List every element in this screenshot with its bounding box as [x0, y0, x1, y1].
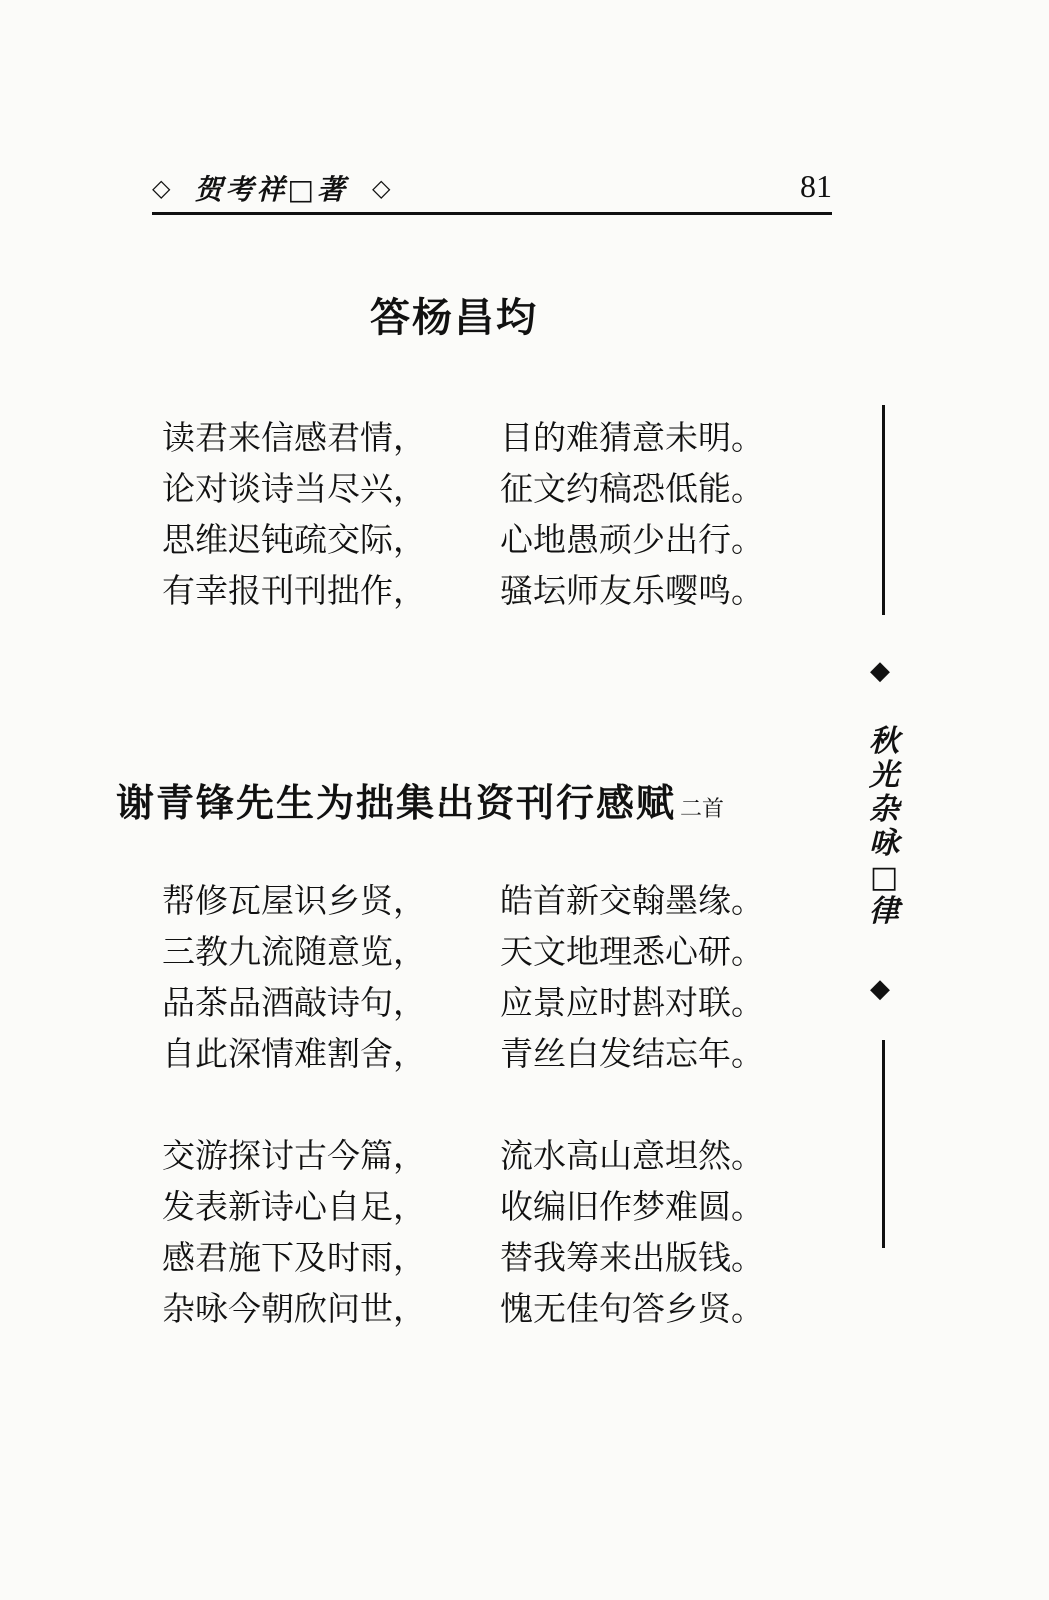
- poem-title-2-subtitle: 二首: [680, 797, 725, 822]
- verse-left: 自此深情难割舍，: [162, 1034, 426, 1073]
- verse-left: 思维迟钝疏交际，: [162, 520, 426, 559]
- verse-left: 交游探讨古今篇，: [162, 1136, 426, 1175]
- poem-title-2-main: 谢青锋先生为拙集出资刊行感赋: [116, 781, 677, 825]
- side-title-char: 律: [869, 894, 899, 929]
- side-diamond-bottom: ◆: [870, 974, 890, 1004]
- verse-left: 杂咏今朝欣问世，: [162, 1289, 426, 1328]
- verse-right: 征文约稿恐低能。: [500, 469, 764, 508]
- poem-title-2: [116, 772, 724, 827]
- verse-left: 论对谈诗当尽兴，: [162, 469, 426, 508]
- side-title-char: 秋: [869, 724, 899, 759]
- verse-left: 品茶品酒敲诗句，: [162, 983, 426, 1022]
- side-title-char: 杂: [869, 792, 899, 827]
- verse-right: 骚坛师友乐嘤鸣。: [500, 571, 764, 610]
- header-left-diamond: ◇: [152, 174, 171, 202]
- side-title-char: 咏: [869, 826, 899, 861]
- verse-left: 有幸报刊刊拙作，: [162, 571, 426, 610]
- side-rule-bottom: [882, 1040, 885, 1248]
- poem-title-1: 答杨昌均: [370, 295, 538, 341]
- verse-right: 天文地理悉心研。: [500, 932, 764, 971]
- side-rule-top: [882, 405, 885, 615]
- verse-left: 帮修瓦屋识乡贤，: [162, 881, 426, 920]
- side-title-char: □: [869, 860, 899, 895]
- verse-right: 目的难猜意未明。: [500, 418, 764, 457]
- verse-left: 感君施下及时雨，: [162, 1238, 426, 1277]
- verse-right: 替我筹来出版钱。: [500, 1238, 764, 1277]
- verse-left: 读君来信感君情，: [162, 418, 426, 457]
- side-title-char: 光: [869, 758, 899, 793]
- header-author: 贺考祥□著: [194, 173, 348, 206]
- running-header: [152, 168, 832, 215]
- verse-right: 流水高山意坦然。: [500, 1136, 764, 1175]
- page-number: 81: [800, 168, 832, 204]
- verse-right: 应景应时斟对联。: [500, 983, 764, 1022]
- verse-right: 心地愚顽少出行。: [500, 520, 764, 559]
- header-author-group: [152, 168, 390, 208]
- verse-left: 发表新诗心自足，: [162, 1187, 426, 1226]
- verse-right: 皓首新交翰墨缘。: [500, 881, 764, 920]
- verse-left: 三教九流随意览，: [162, 932, 426, 971]
- side-section-title: [866, 725, 902, 929]
- header-right-diamond: ◇: [371, 174, 391, 202]
- verse-right: 青丝白发结忘年。: [500, 1034, 764, 1073]
- verse-right: 愧无佳句答乡贤。: [500, 1289, 764, 1328]
- side-diamond-top: ◆: [870, 656, 890, 686]
- verse-right: 收编旧作梦难圆。: [500, 1187, 764, 1226]
